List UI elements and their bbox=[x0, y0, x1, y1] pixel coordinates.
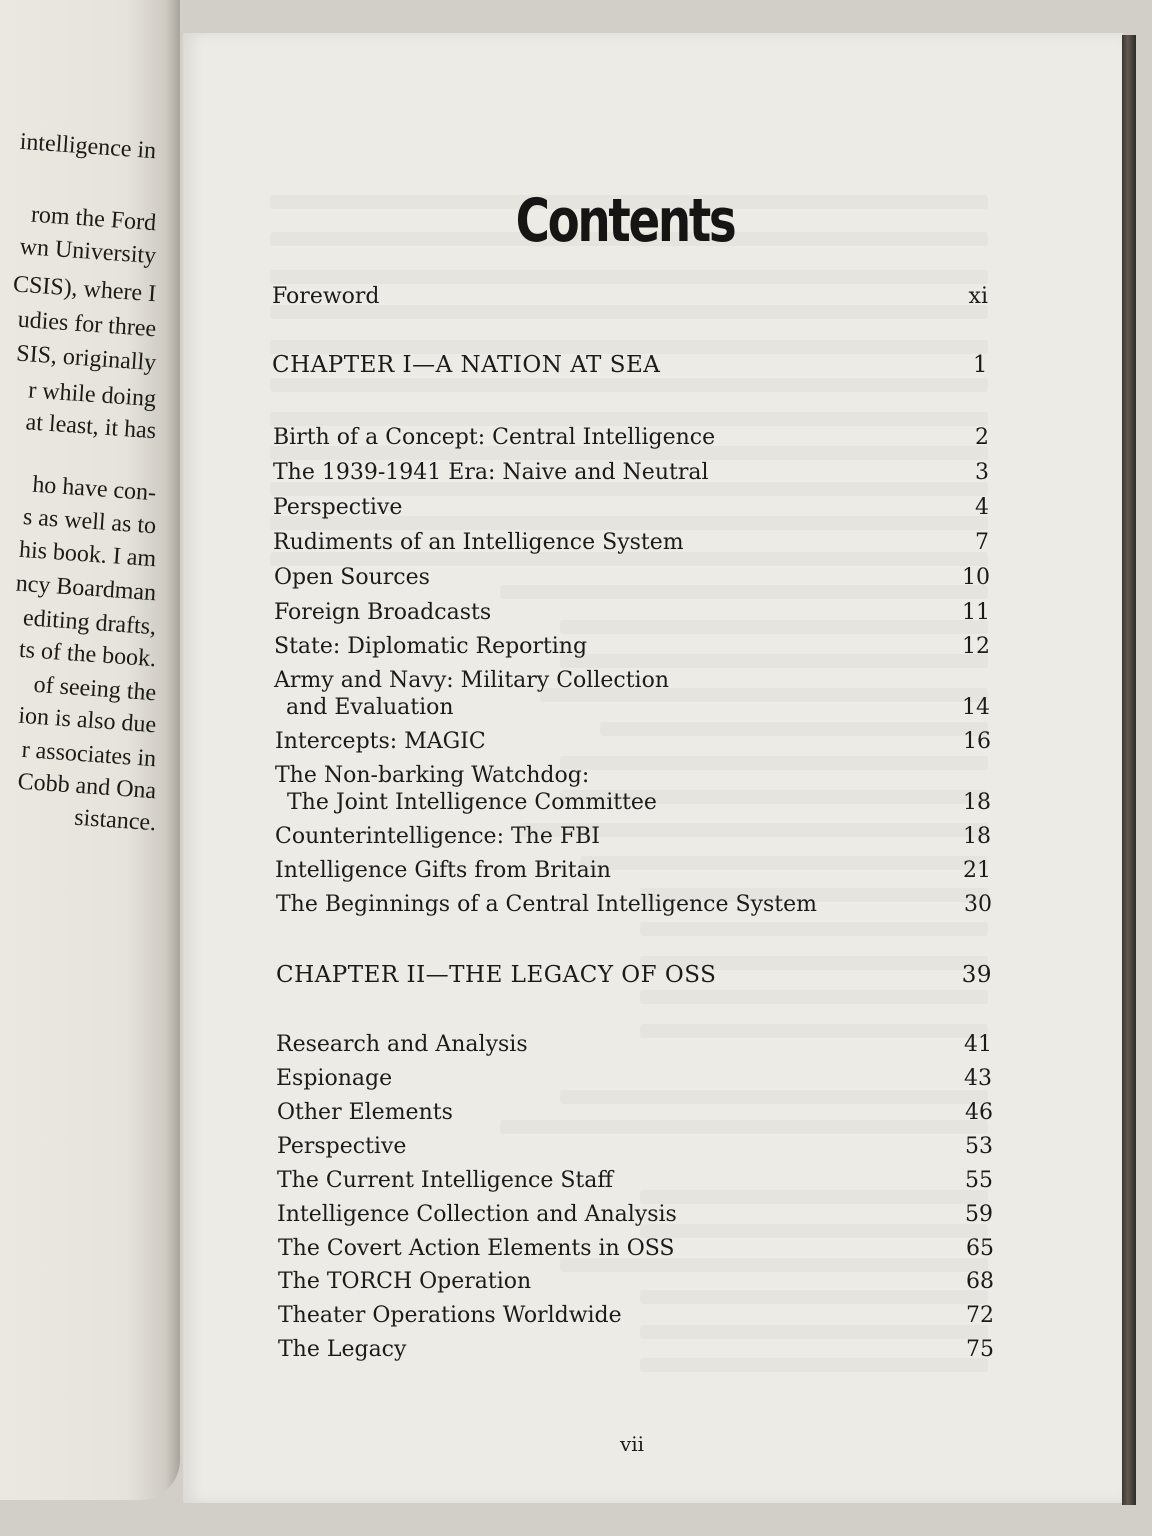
toc-entry-title: Open Sources bbox=[274, 565, 430, 590]
show-through-smudge bbox=[560, 620, 988, 634]
show-through-smudge bbox=[640, 1190, 988, 1204]
toc-entry-title: Espionage bbox=[276, 1066, 393, 1091]
toc-page-number: 53 bbox=[965, 1134, 993, 1159]
toc-page-number: 43 bbox=[964, 1066, 992, 1091]
toc-page-number: 18 bbox=[963, 824, 991, 849]
left-page-text-line: intelligence in bbox=[18, 128, 158, 165]
show-through-smudge bbox=[560, 756, 988, 770]
show-through-smudge bbox=[640, 990, 988, 1004]
show-through-smudge bbox=[560, 1090, 988, 1104]
left-page-text-line: CSIS), where I bbox=[12, 271, 158, 308]
toc-page-number: 59 bbox=[965, 1202, 993, 1227]
toc-entry-title: Foreign Broadcasts bbox=[274, 600, 492, 625]
left-page-text-line: ts of the book. bbox=[18, 636, 158, 673]
toc-page-number: 10 bbox=[962, 565, 990, 590]
toc-entry-title: The TORCH Operation bbox=[278, 1269, 532, 1294]
toc-entry-title: Army and Navy: Military Collection bbox=[274, 668, 669, 693]
show-through-smudge bbox=[640, 1358, 988, 1372]
left-page-text-line: s as well as to bbox=[22, 504, 158, 540]
toc-entry-title: The Covert Action Elements in OSS bbox=[278, 1236, 675, 1261]
left-page-text-line: ncy Boardman bbox=[14, 570, 158, 607]
left-page-text-line: ion is also due bbox=[17, 702, 158, 739]
left-page-text-line: sistance. bbox=[73, 804, 158, 837]
show-through-smudge bbox=[500, 1120, 988, 1134]
toc-page-number: 55 bbox=[965, 1168, 993, 1193]
show-through-smudge bbox=[270, 270, 988, 284]
left-page-text-line: udies for three bbox=[16, 306, 158, 343]
page-title: Contents bbox=[515, 186, 735, 256]
toc-entry-title: The 1939-1941 Era: Naive and Neutral bbox=[273, 460, 709, 485]
toc-page-number: 65 bbox=[966, 1236, 994, 1261]
left-page-text-line: Cobb and Ona bbox=[16, 768, 158, 805]
toc-entry-title: Other Elements bbox=[277, 1100, 453, 1125]
left-page-text-line: r associates in bbox=[20, 736, 158, 773]
toc-page-number: 7 bbox=[975, 530, 989, 555]
toc-page-number: 4 bbox=[975, 495, 989, 520]
show-through-smudge bbox=[640, 1224, 988, 1238]
toc-entry-title: Birth of a Concept: Central Intelligence bbox=[273, 425, 716, 450]
left-page-text-line: r while doing bbox=[27, 377, 158, 413]
left-page-text-line: rom the Ford bbox=[30, 201, 158, 237]
toc-entry-title: CHAPTER I—A NATION AT SEA bbox=[272, 352, 661, 378]
toc-page-number: 72 bbox=[966, 1303, 994, 1328]
show-through-smudge bbox=[640, 1290, 988, 1304]
toc-entry-title: Rudiments of an Intelligence System bbox=[273, 530, 684, 555]
toc-entry-title: Counterintelligence: The FBI bbox=[275, 824, 600, 849]
left-page-text-line: ho have con- bbox=[31, 471, 158, 507]
toc-entry-title: The Current Intelligence Staff bbox=[277, 1168, 614, 1193]
book-edge bbox=[1122, 35, 1136, 1505]
toc-page-number: 68 bbox=[966, 1269, 994, 1294]
toc-page-number: 39 bbox=[961, 962, 992, 988]
toc-entry-title: The Beginnings of a Central Intelligence System bbox=[276, 892, 818, 917]
toc-page-number: 75 bbox=[966, 1337, 994, 1362]
toc-page-number: 11 bbox=[962, 600, 990, 625]
toc-page-number: 1 bbox=[972, 352, 988, 378]
show-through-smudge bbox=[560, 654, 988, 668]
toc-page-number: 46 bbox=[965, 1100, 993, 1125]
left-page-text-line: of seeing the bbox=[32, 671, 158, 707]
toc-entry-title: Intelligence Collection and Analysis bbox=[277, 1202, 677, 1227]
toc-page-number: 30 bbox=[964, 892, 992, 917]
toc-page-number: 2 bbox=[975, 425, 989, 450]
show-through-smudge bbox=[640, 1325, 988, 1339]
left-page-text-line: editing drafts, bbox=[22, 605, 158, 641]
left-facing-page bbox=[0, 0, 180, 1500]
toc-page-number: 18 bbox=[963, 790, 991, 815]
toc-entry-title: Foreword bbox=[272, 284, 380, 309]
toc-entry-title: Perspective bbox=[273, 495, 403, 520]
toc-page-number: 41 bbox=[964, 1032, 992, 1057]
toc-entry-title: Theater Operations Worldwide bbox=[278, 1303, 622, 1328]
show-through-smudge bbox=[500, 585, 988, 599]
toc-entry-title: Intelligence Gifts from Britain bbox=[275, 858, 611, 883]
show-through-smudge bbox=[640, 922, 988, 936]
toc-entry-title-continued: and Evaluation bbox=[286, 695, 454, 720]
left-page-text-line: wn University bbox=[18, 233, 158, 270]
left-page-text-line: his book. I am bbox=[18, 536, 158, 573]
show-through-smudge bbox=[580, 856, 988, 870]
toc-entry-title: Research and Analysis bbox=[276, 1032, 528, 1057]
toc-page-number: 12 bbox=[962, 634, 990, 659]
toc-entry-title: Intercepts: MAGIC bbox=[275, 729, 486, 754]
left-page-text-line: SIS, originally bbox=[15, 340, 158, 377]
show-through-smudge bbox=[270, 378, 988, 392]
toc-page-number: 21 bbox=[963, 858, 991, 883]
show-through-smudge bbox=[600, 722, 988, 736]
toc-entry-title: CHAPTER II—THE LEGACY OF OSS bbox=[276, 962, 717, 988]
toc-entry-title: The Legacy bbox=[278, 1337, 407, 1362]
toc-entry-title: The Non-barking Watchdog: bbox=[275, 763, 590, 788]
toc-page-number: xi bbox=[968, 284, 988, 309]
toc-page-number: 16 bbox=[963, 729, 991, 754]
toc-entry-title: Perspective bbox=[277, 1134, 407, 1159]
toc-entry-title: State: Diplomatic Reporting bbox=[274, 634, 588, 659]
toc-entry-title-continued: The Joint Intelligence Committee bbox=[287, 790, 657, 815]
left-page-text-line: at least, it has bbox=[24, 409, 158, 445]
toc-page-number: 3 bbox=[975, 460, 989, 485]
page-number: vii bbox=[619, 1432, 645, 1456]
toc-page-number: 14 bbox=[962, 695, 990, 720]
show-through-smudge bbox=[640, 1024, 988, 1038]
